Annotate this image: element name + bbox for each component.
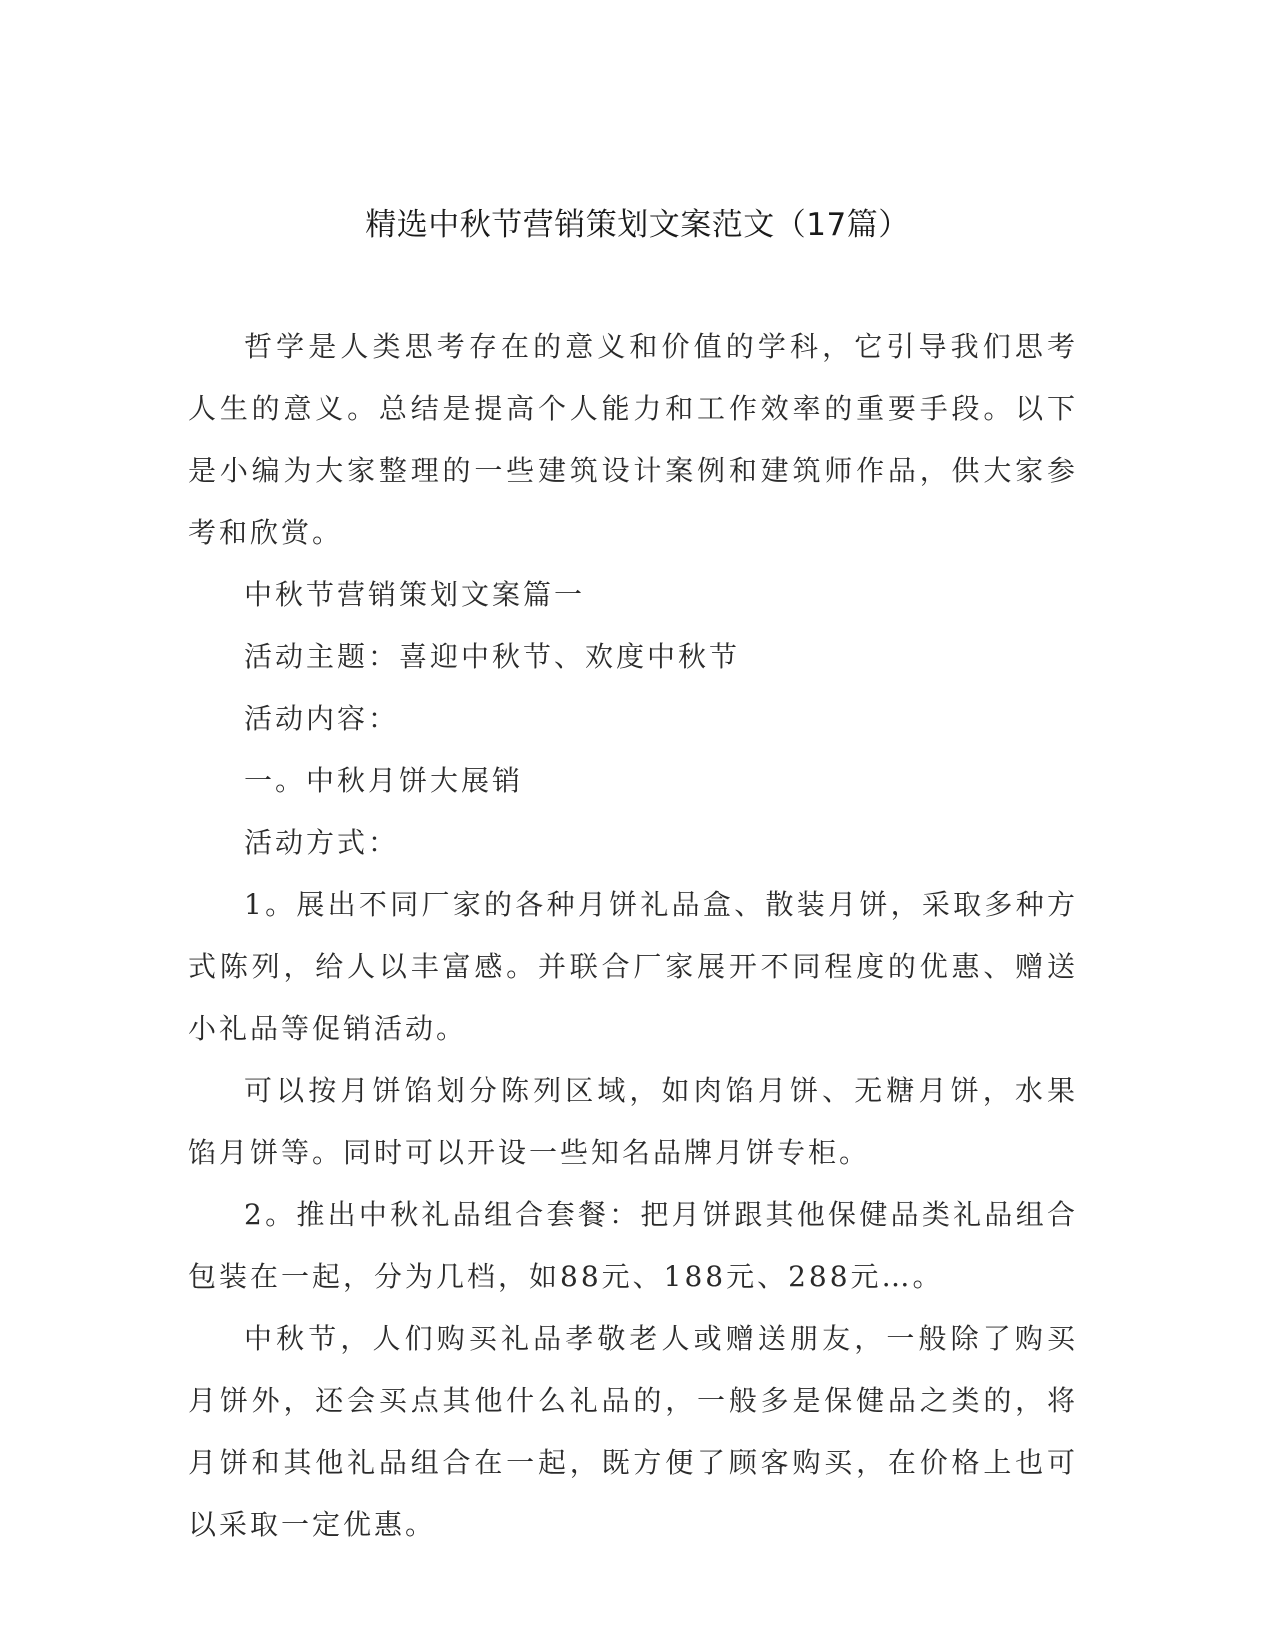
document-body: [188, 316, 1078, 1556]
paragraph-subsection-one: 一。中秋月饼大展销: [244, 764, 524, 797]
paragraph-item-1: 1。展出不同厂家的各种月饼礼品盒、散装月饼，采取多种方式陈列，给人以丰富感。并联合厂家展开不同程度的优惠、赠送小礼品等促销活动。: [188, 888, 1078, 1045]
paragraph-activity-theme: 活动主题：喜迎中秋节、欢度中秋节: [244, 640, 741, 673]
paragraph-display-zones: 可以按月饼馅划分陈列区域，如肉馅月饼、无糖月饼，水果馅月饼等。同时可以开设一些知名品牌月饼专柜。: [188, 1074, 1078, 1169]
section-heading: 中秋节营销策划文案篇一: [244, 578, 586, 611]
paragraph-gift-combo: 中秋节，人们购买礼品孝敬老人或赠送朋友，一般除了购买月饼外，还会买点其他什么礼品的，一般多是保健品之类的，将月饼和其他礼品组合在一起，既方便了顾客购买，在价格上也可以采取一定优惠。: [188, 1322, 1078, 1541]
paragraph-activity-content: 活动内容：: [244, 702, 400, 735]
paragraph-activity-method: 活动方式：: [244, 826, 400, 859]
document-title: 精选中秋节营销策划文案范文（17篇）: [365, 207, 910, 243]
paragraph-item-2: 2。推出中秋礼品组合套餐：把月饼跟其他保健品类礼品组合包装在一起，分为几档，如88元、188元、288元…。: [188, 1198, 1078, 1293]
paragraph-intro: 哲学是人类思考存在的意义和价值的学科，它引导我们思考人生的意义。总结是提高个人能力和工作效率的重要手段。以下是小编为大家整理的一些建筑设计案例和建筑师作品，供大家参考和欣赏。: [188, 330, 1078, 549]
